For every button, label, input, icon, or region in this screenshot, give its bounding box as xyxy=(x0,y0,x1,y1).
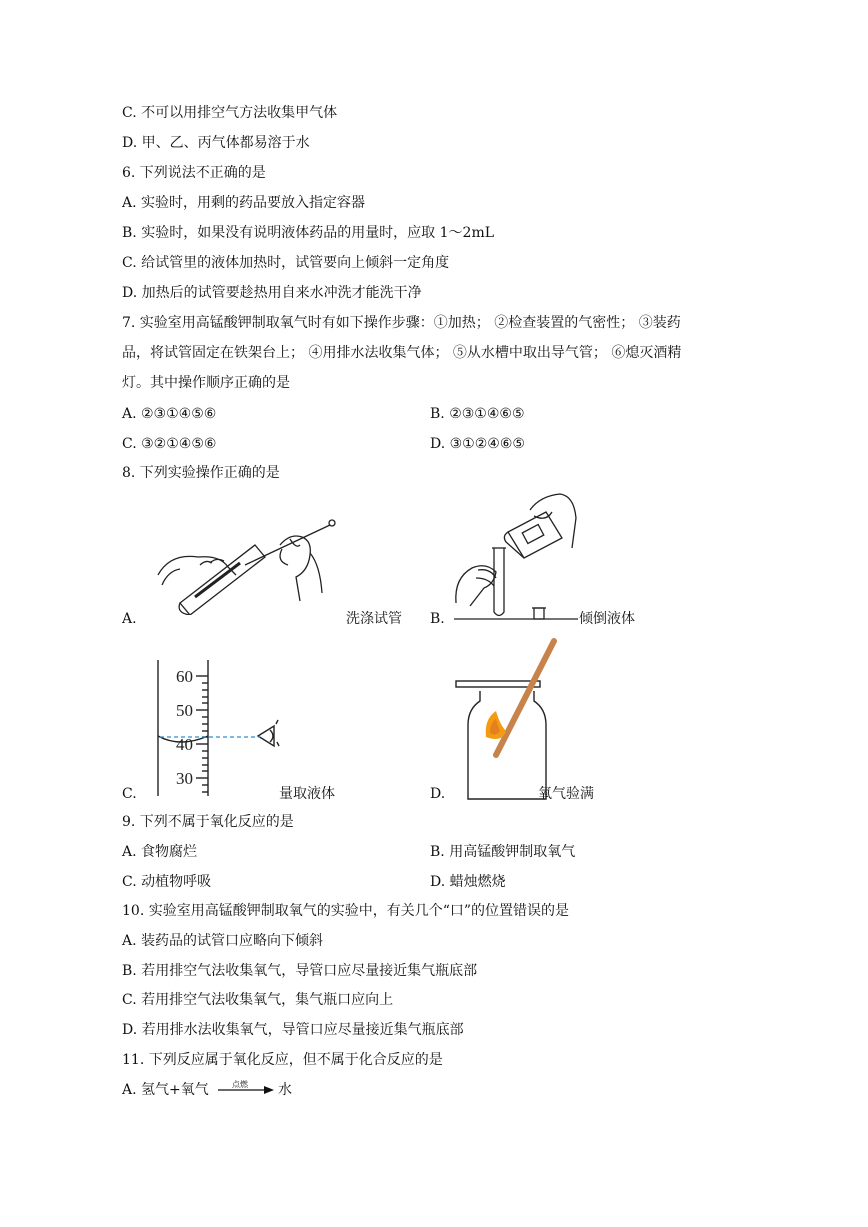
q8-option-a-letter: A. xyxy=(122,611,137,627)
q7-stem-line1: 7. 实验室用高锰酸钾制取氧气时有如下操作步骤：①加热； ②检查装置的气密性； ③装药 xyxy=(122,315,681,331)
q8-stem: 8. 下列实验操作正确的是 xyxy=(122,465,280,481)
q6-option-d: D. 加热后的试管要趁热用自来水冲洗才能洗干净 xyxy=(122,285,422,301)
q7-option-d: D. ③①②④⑥⑤ xyxy=(430,436,525,452)
q10-option-a: A. 装药品的试管口应略向下倾斜 xyxy=(122,933,324,949)
q8-option-d-letter: D. xyxy=(430,786,446,802)
cylinder-tick-50: 50 xyxy=(176,701,193,720)
q11-option-a-reactants: A. 氢气+氧气 xyxy=(122,1082,209,1098)
graduated-cylinder-figure xyxy=(150,656,285,796)
q11-stem: 11. 下列反应属于氧化反应，但不属于化合反应的是 xyxy=(122,1052,443,1068)
oxygen-full-test-figure xyxy=(450,635,570,801)
cylinder-tick-30: 30 xyxy=(176,769,193,788)
q11-option-a-product: 水 xyxy=(278,1082,292,1098)
q9-option-a: A. 食物腐烂 xyxy=(122,844,198,860)
q9-option-c: C. 动植物呼吸 xyxy=(122,874,212,890)
q6-option-c: C. 给试管里的液体加热时，试管要向上倾斜一定角度 xyxy=(122,255,450,271)
q5-option-d: D. 甲、乙、丙气体都易溶于水 xyxy=(122,135,310,151)
washing-test-tube-figure xyxy=(150,505,350,615)
cylinder-tick-40: 40 xyxy=(176,735,193,754)
q10-option-b: B. 若用排空气法收集氧气，导管口应尽量接近集气瓶底部 xyxy=(122,963,478,979)
q8-option-b-letter: B. xyxy=(430,611,445,627)
q8-option-c-letter: C. xyxy=(122,786,137,802)
q7-stem-line3: 灯。其中操作顺序正确的是 xyxy=(122,375,290,391)
q9-option-b: B. 用高锰酸钾制取氧气 xyxy=(430,844,576,860)
q8-option-c-caption: 量取液体 xyxy=(279,786,335,802)
q10-option-d: D. 若用排水法收集氧气，导管口应尽量接近集气瓶底部 xyxy=(122,1022,464,1038)
q7-option-a: A. ②③①④⑤⑥ xyxy=(122,406,217,422)
q9-stem: 9. 下列不属于氧化反应的是 xyxy=(122,814,294,830)
reaction-arrow-icon xyxy=(216,1078,276,1100)
q7-option-b: B. ②③①④⑥⑤ xyxy=(430,406,525,422)
q8-option-b-caption: 倾倒液体 xyxy=(579,611,635,627)
pouring-liquid-figure xyxy=(450,488,580,623)
reaction-condition: 点燃 xyxy=(232,1080,248,1089)
q5-option-c: C. 不可以用排空气方法收集甲气体 xyxy=(122,105,338,121)
q9-option-d: D. 蜡烛燃烧 xyxy=(430,874,506,890)
q6-option-a: A. 实验时，用剩的药品要放入指定容器 xyxy=(122,195,366,211)
q6-stem: 6. 下列说法不正确的是 xyxy=(122,165,266,181)
q7-option-c: C. ③②①④⑤⑥ xyxy=(122,436,217,452)
cylinder-tick-60: 60 xyxy=(176,667,193,686)
q10-stem: 10. 实验室用高锰酸钾制取氧气的实验中，有关几个“口”的位置错误的是 xyxy=(122,903,570,919)
q6-option-b: B. 实验时，如果没有说明液体药品的用量时，应取 1～2mL xyxy=(122,225,495,241)
q10-option-c: C. 若用排空气法收集氧气，集气瓶口应向上 xyxy=(122,992,394,1008)
q8-option-a-caption: 洗涤试管 xyxy=(346,611,402,627)
q8-option-d-caption: 氧气验满 xyxy=(538,786,594,802)
q7-stem-line2: 品，将试管固定在铁架台上； ④用排水法收集气体； ⑤从水槽中取出导气管； ⑥熄灭酒精 xyxy=(122,345,682,361)
